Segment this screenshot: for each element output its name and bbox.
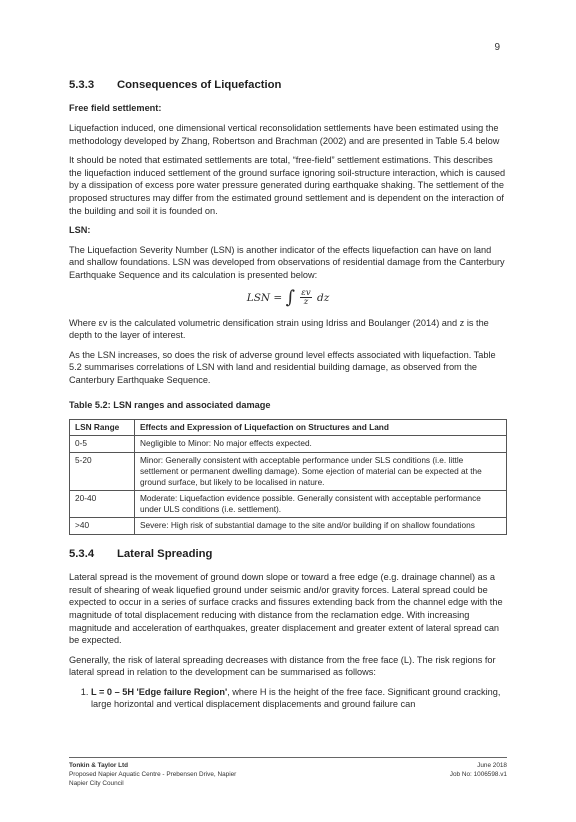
page-footer	[69, 757, 507, 789]
formula-tail: dz	[317, 291, 330, 304]
lsn-heading: LSN:	[69, 225, 91, 236]
paragraph: The Liquefaction Severity Number (LSN) is another indicator of the effects liquefaction can have on land and shallow foundations. LSN was developed from observations of residential damage from the Canterbury Earthquake Sequence and its calculation is presented below:	[69, 244, 505, 280]
table-row	[70, 518, 507, 534]
page-number: 9	[494, 42, 500, 53]
list-item	[91, 686, 507, 711]
table-cell: 0-5	[70, 436, 135, 452]
section-heading-5-3-3	[69, 78, 507, 93]
formula-numerator: εv	[301, 287, 311, 298]
free-field-heading: Free field settlement:	[69, 103, 162, 114]
list-item-text: , where H is the height of the free face. Significant ground cracking, large horizontal and vertical displacement displacements and ground failure can	[91, 686, 501, 710]
formula-denominator: z	[303, 297, 309, 308]
table-cell: Negligible to Minor: No major effects expected.	[135, 436, 507, 452]
table-header-cell: LSN Range	[70, 420, 135, 436]
table-cell: Minor: Generally consistent with acceptable performance under SLS conditions (i.e. little settlement or permanent dwelling damage). Some ejection of material can be expected at the ground surface, but likely to be localised in nature.	[135, 452, 507, 491]
paragraph: It should be noted that estimated settlements are total, “free-field” settlement estimations. This describes the liquefaction induced settlement of the ground surface ignoring soil-structure interaction, which is caused by a dissipation of excess pore water pressure generated during earthquake shaking. The settlement of the proposed structures may differ from the estimated ground settlement and is dependent on the interaction of the building and soil it is founded on.	[69, 155, 506, 216]
formula-fraction	[300, 289, 311, 307]
section-heading-5-3-4	[69, 547, 507, 562]
section-title: Lateral Spreading	[117, 547, 213, 560]
table-row	[70, 436, 507, 452]
risk-region-list	[69, 686, 507, 711]
integral-sign: ∫	[285, 286, 295, 308]
table-cell: 20-40	[70, 491, 135, 518]
table-caption: Table 5.2: LSN ranges and associated damage	[69, 399, 271, 410]
table-cell: 5-20	[70, 452, 135, 491]
paragraph: As the LSN increases, so does the risk of adverse ground level effects associated with liquefaction. Table 5.2 summarises correlations of LSN with land and residential building damage, as observed from the Canterbury Earthquake Sequence.	[69, 349, 496, 385]
table-cell: >40	[70, 518, 135, 534]
page-content	[69, 78, 507, 711]
footer-job: Job No: 1006598.v1	[449, 770, 507, 778]
paragraph: Lateral spread is the movement of ground down slope or toward a free edge (e.g. drainage channel) as a result of shearing of weak liquefied ground under seismic and/or gravity forces. Lateral spread could be expected to occur in a series of surface cracks and fissures extending back from the channel edge with the magnitude of total displacement reducing with distance from the reclamation edge. With increasing magnitude and acceleration of earthquakes, greater displacement and greater extent of lateral spread can be expected.	[69, 572, 503, 646]
table-header-row	[70, 420, 507, 436]
lsn-table	[69, 419, 507, 535]
section-number: 5.3.3	[69, 79, 95, 91]
formula-lhs: LSN =	[246, 291, 283, 304]
list-item-bold: L = 0 – 5H 'Edge failure Region'	[91, 686, 228, 697]
table-row	[70, 452, 507, 491]
footer-client: Napier City Council	[69, 779, 124, 787]
table-header-cell: Effects and Expression of Liquefaction on Structures and Land	[135, 420, 507, 436]
paragraph: Generally, the risk of lateral spreading decreases with distance from the free face (L). The risk regions for lateral spread in relation to the development can be summarised as follows:	[69, 654, 496, 678]
footer-left	[69, 762, 236, 789]
lsn-formula	[69, 286, 507, 308]
section-number: 5.3.4	[69, 547, 95, 560]
table-row	[70, 491, 507, 518]
paragraph: Where εv is the calculated volumetric densification strain using Idriss and Boulanger (2014) and z is the depth to the layer of interest.	[69, 317, 489, 341]
footer-date: June 2018	[477, 762, 507, 769]
paragraph: Liquefaction induced, one dimensional vertical reconsolidation settlements have been estimated using the methodology developed by Zhang, Robertson and Brachman (2002) and are presented in Table 5.4 below	[69, 123, 500, 146]
table-cell: Moderate: Liquefaction evidence possible. Generally consistent with acceptable performance under ULS conditions (i.e. settlement).	[135, 491, 507, 518]
section-title: Consequences of Liquefaction	[117, 79, 282, 91]
footer-project: Proposed Napier Aquatic Centre - Prebensen Drive, Napier	[69, 770, 237, 778]
footer-right	[450, 762, 507, 780]
table-cell: Severe: High risk of substantial damage to the site and/or building if on shallow foundations	[135, 518, 507, 534]
footer-company: Tonkin & Taylor Ltd	[69, 762, 129, 769]
